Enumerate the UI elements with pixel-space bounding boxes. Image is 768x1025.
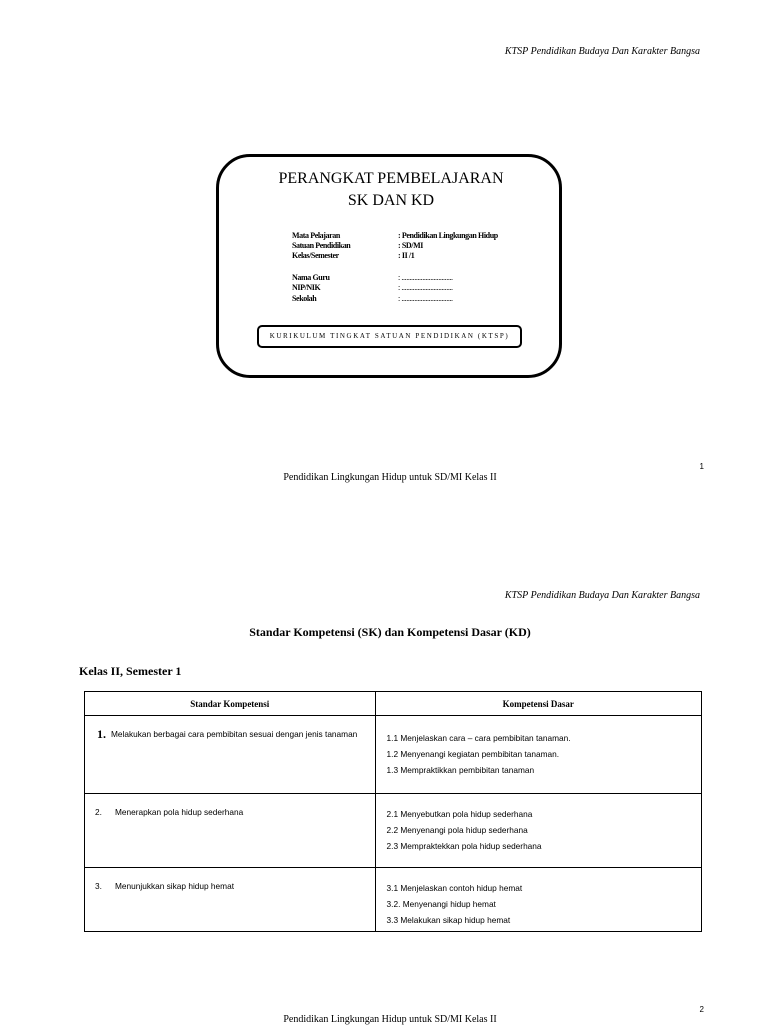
field-value-nama-guru: : ................................ xyxy=(398,273,453,282)
page2-title: Standar Kompetensi (SK) dan Kompetensi Dasar (KD) xyxy=(249,625,531,639)
page1-header: KTSP Pendidikan Budaya Dan Karakter Bangsa xyxy=(504,46,700,57)
curriculum-label: KURIKULUM TINGKAT SATUAN PENDIDIKAN (KTSP) xyxy=(257,325,522,348)
sk-cell xyxy=(85,794,376,868)
header-kompetensi-dasar: Kompetensi Dasar xyxy=(375,692,701,716)
kd-item: 1.1 Menjelaskan cara – cara pembibitan tanaman. xyxy=(386,733,571,743)
field-label-nip-nik: NIP/NIK xyxy=(292,283,321,292)
field-label-kelas-semester: Kelas/Semester xyxy=(292,251,339,260)
sk-text: Menunjukkan sikap hidup hemat xyxy=(115,881,234,891)
field-value-satuan-pendidikan: : SD/MI xyxy=(398,241,423,250)
kd-cell xyxy=(375,794,701,868)
page1-number: 1 xyxy=(699,462,704,471)
kd-item: 1.2 Menyenangi kegiatan pembibitan tanaman. xyxy=(386,749,560,759)
kd-cell xyxy=(375,868,701,932)
field-value-kelas-semester: : II /1 xyxy=(398,251,415,260)
field-value-mata-pelajaran: : Pendidikan Lingkungan Hidup xyxy=(398,231,498,240)
kd-item: 2.2 Menyenangi pola hidup sederhana xyxy=(386,825,528,835)
sk-number: 1. xyxy=(97,727,106,741)
sk-cell xyxy=(85,868,376,932)
kd-item: 3.2. Menyenangi hidup hemat xyxy=(386,899,496,909)
kelas-semester-heading: Kelas II, Semester 1 xyxy=(79,664,182,678)
sk-number: 2. xyxy=(95,807,102,817)
kd-cell xyxy=(375,716,701,794)
page2-footer: Pendidikan Lingkungan Hidup untuk SD/MI Kelas II xyxy=(283,1014,497,1025)
table-row xyxy=(85,794,702,868)
sk-text: Menerapkan pola hidup sederhana xyxy=(115,807,244,817)
kd-item: 3.3 Melakukan sikap hidup hemat xyxy=(386,915,511,925)
page1-footer: Pendidikan Lingkungan Hidup untuk SD/MI Kelas II xyxy=(283,472,497,483)
table-row xyxy=(85,716,702,794)
kd-item: 2.3 Mempraktekkan pola hidup sederhana xyxy=(386,841,542,851)
competency-table xyxy=(84,691,702,932)
page2-number: 2 xyxy=(699,1005,704,1014)
sk-cell xyxy=(85,716,376,794)
field-value-nip-nik: : ................................ xyxy=(398,283,453,292)
cover-title-line1: PERANGKAT PEMBELAJARAN xyxy=(278,170,504,187)
table-row xyxy=(85,868,702,932)
kd-item: 1.3 Mempraktikkan pembibitan tanaman xyxy=(386,765,535,775)
kd-item: 3.1 Menjelaskan contoh hidup hemat xyxy=(386,883,523,893)
cover-title-line2: SK DAN KD xyxy=(347,192,435,209)
header-standar-kompetensi: Standar Kompetensi xyxy=(85,692,376,716)
field-label-nama-guru: Nama Guru xyxy=(292,273,330,282)
field-label-satuan-pendidikan: Satuan Pendidikan xyxy=(292,241,351,250)
field-label-mata-pelajaran: Mata Pelajaran xyxy=(292,231,340,240)
sk-number: 3. xyxy=(95,881,102,891)
field-label-sekolah: Sekolah xyxy=(292,294,317,303)
sk-text: Melakukan berbagai cara pembibitan sesuai dengan jenis tanaman xyxy=(111,729,358,739)
kd-item: 2.1 Menyebutkan pola hidup sederhana xyxy=(386,809,533,819)
field-value-sekolah: : ................................ xyxy=(398,294,453,303)
page2-header: KTSP Pendidikan Budaya Dan Karakter Bangsa xyxy=(504,590,700,601)
